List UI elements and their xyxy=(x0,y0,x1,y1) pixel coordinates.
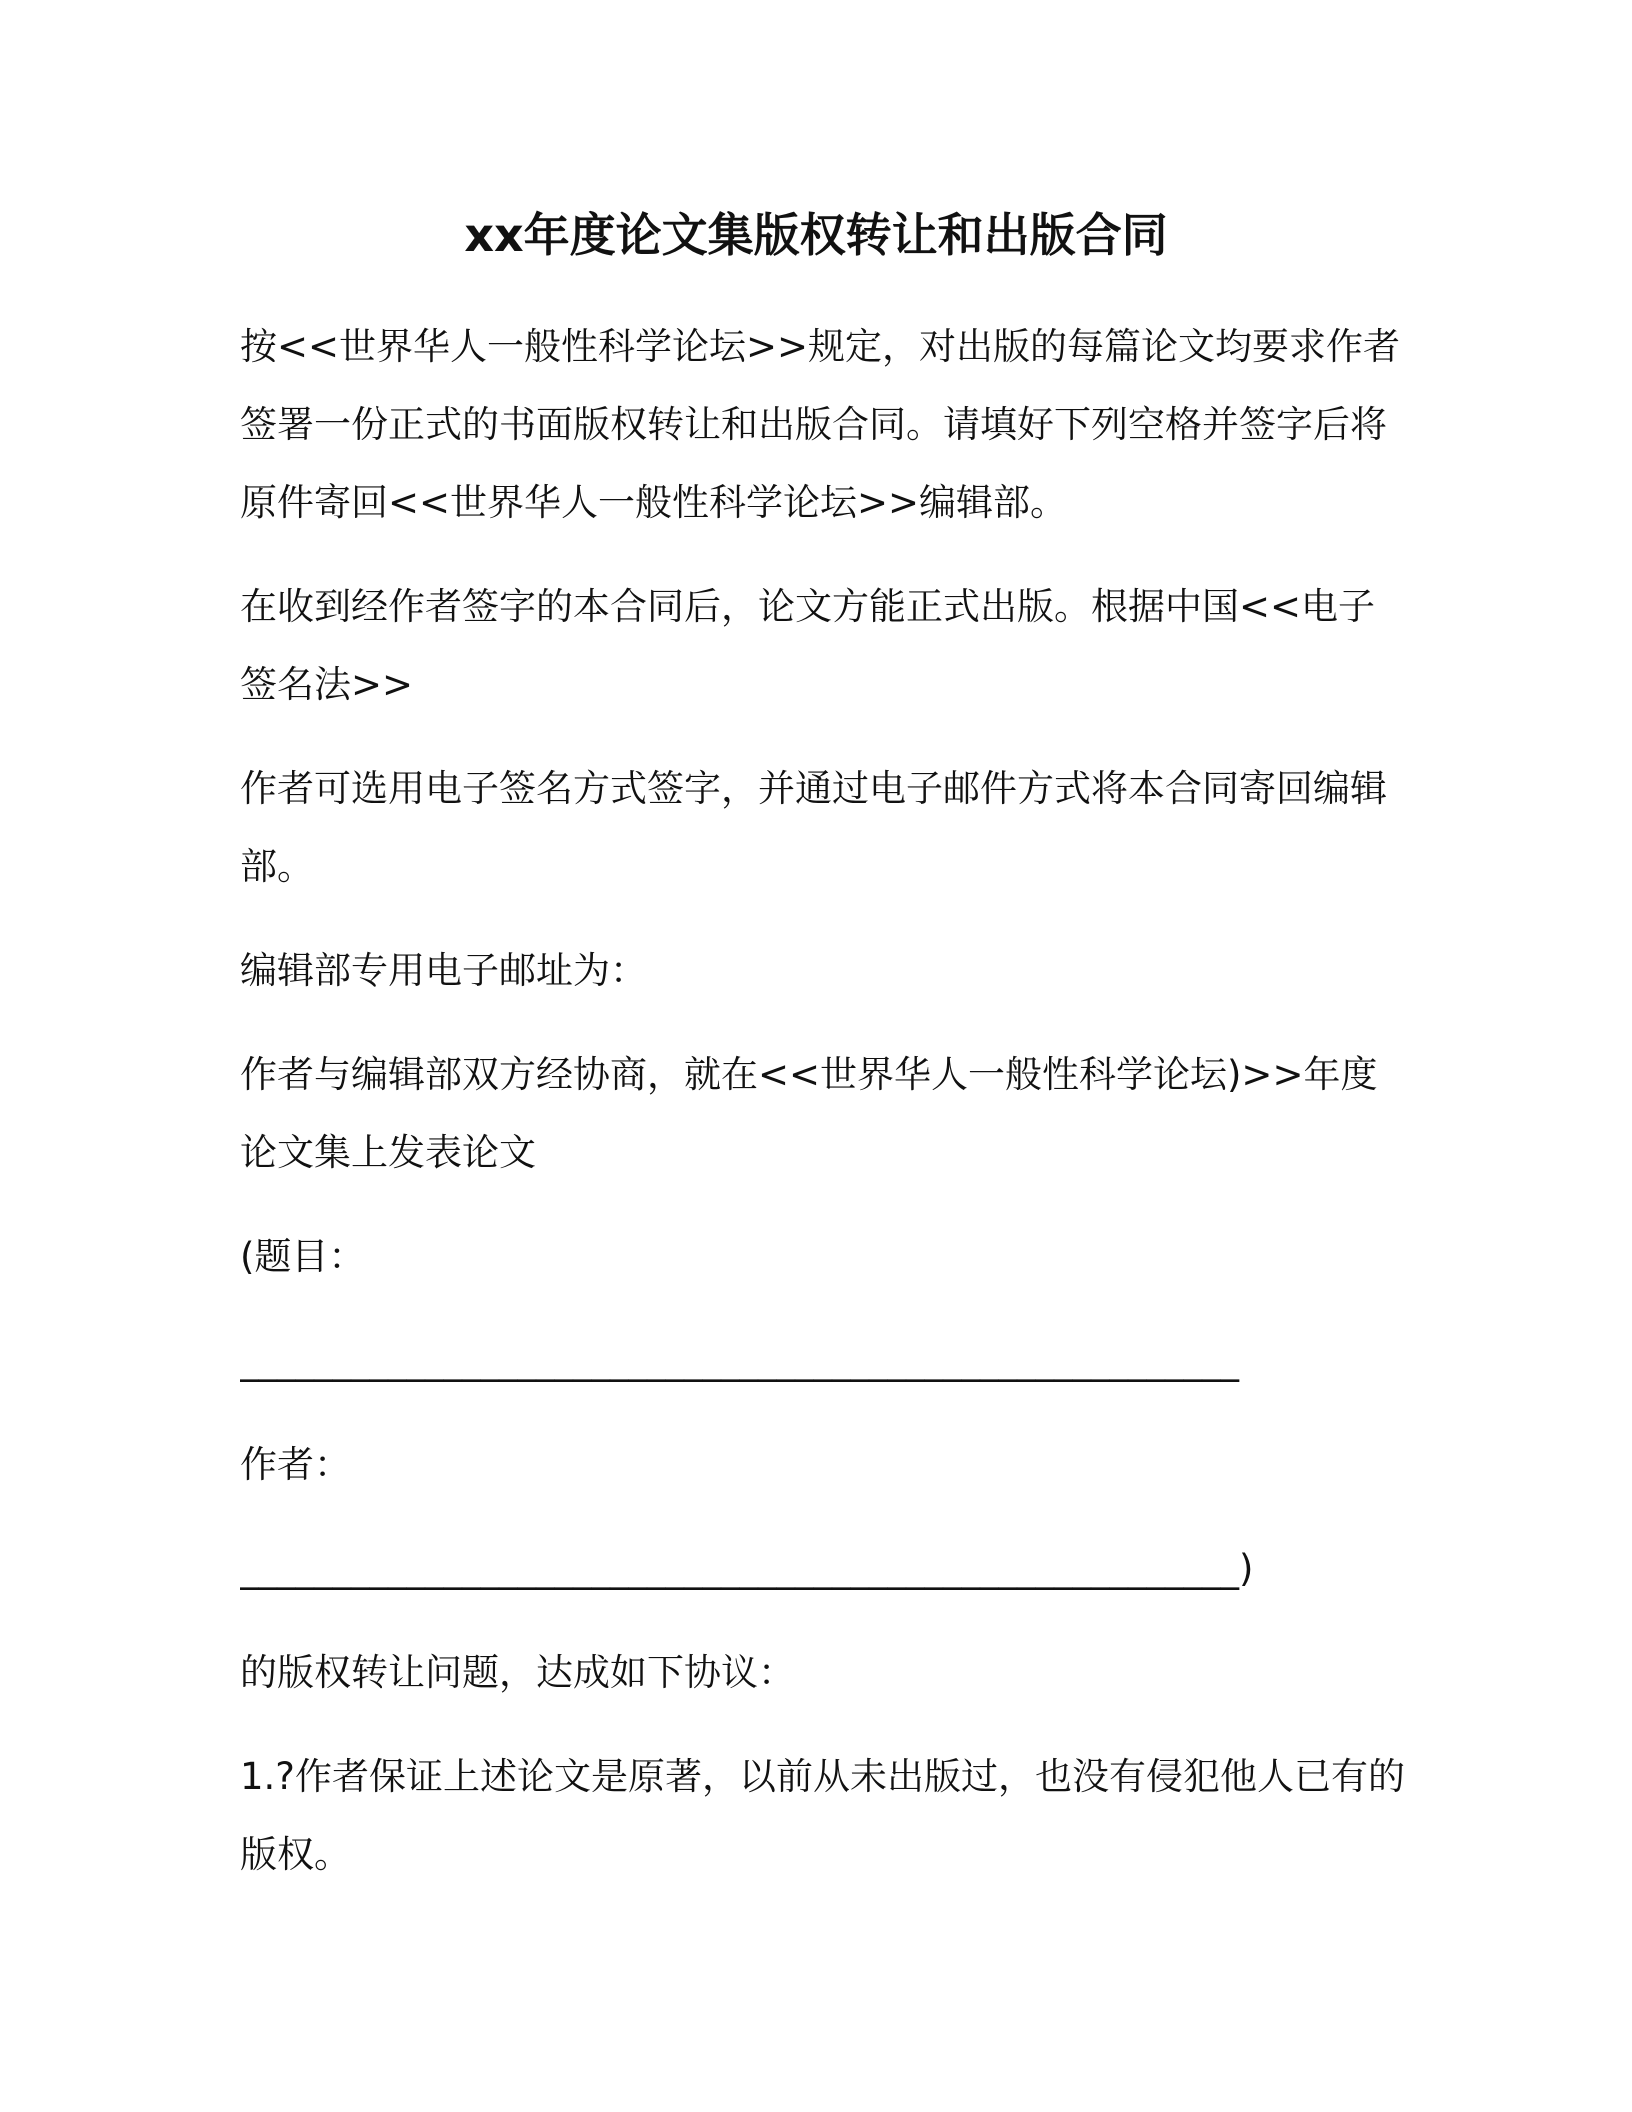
paragraph-agreement-reached: 的版权转让问题，达成如下协议： xyxy=(240,1651,795,1694)
paragraph-signature-law: 在收到经作者签字的本合同后，论文方能正式出版。根据中国<<电子签名法>> xyxy=(240,585,1376,706)
author-field-label: 作者： xyxy=(240,1443,351,1486)
paragraph-electronic-signature: 作者可选用电子签名方式签字，并通过电子邮件方式将本合同寄回编辑部。 xyxy=(240,767,1387,888)
author-field-blank: ______________________________________________________) xyxy=(240,1547,1254,1590)
document-body xyxy=(240,308,1410,1920)
title-field-label: (题目： xyxy=(240,1235,366,1278)
paragraph-email-label: 编辑部专用电子邮址为： xyxy=(240,949,647,992)
paragraph-agreement-intro: 作者与编辑部双方经协商，就在<<世界华人一般性科学论坛)>>年度论文集上发表论文 xyxy=(240,1053,1378,1174)
paragraph-intro: 按<<世界华人一般性科学论坛>>规定，对出版的每篇论文均要求作者签署一份正式的书面版权转让和出版合同。请填好下列空格并签字后将原件寄回<<世界华人一般性科学论坛>>编辑部。 xyxy=(240,325,1401,524)
document-title: xx年度论文集版权转让和出版合同 xyxy=(464,208,1168,262)
title-field-blank: ______________________________________________________ xyxy=(240,1339,1239,1382)
clause-1: 1.?作者保证上述论文是原著，以前从未出版过，也没有侵犯他人已有的版权。 xyxy=(240,1755,1405,1876)
